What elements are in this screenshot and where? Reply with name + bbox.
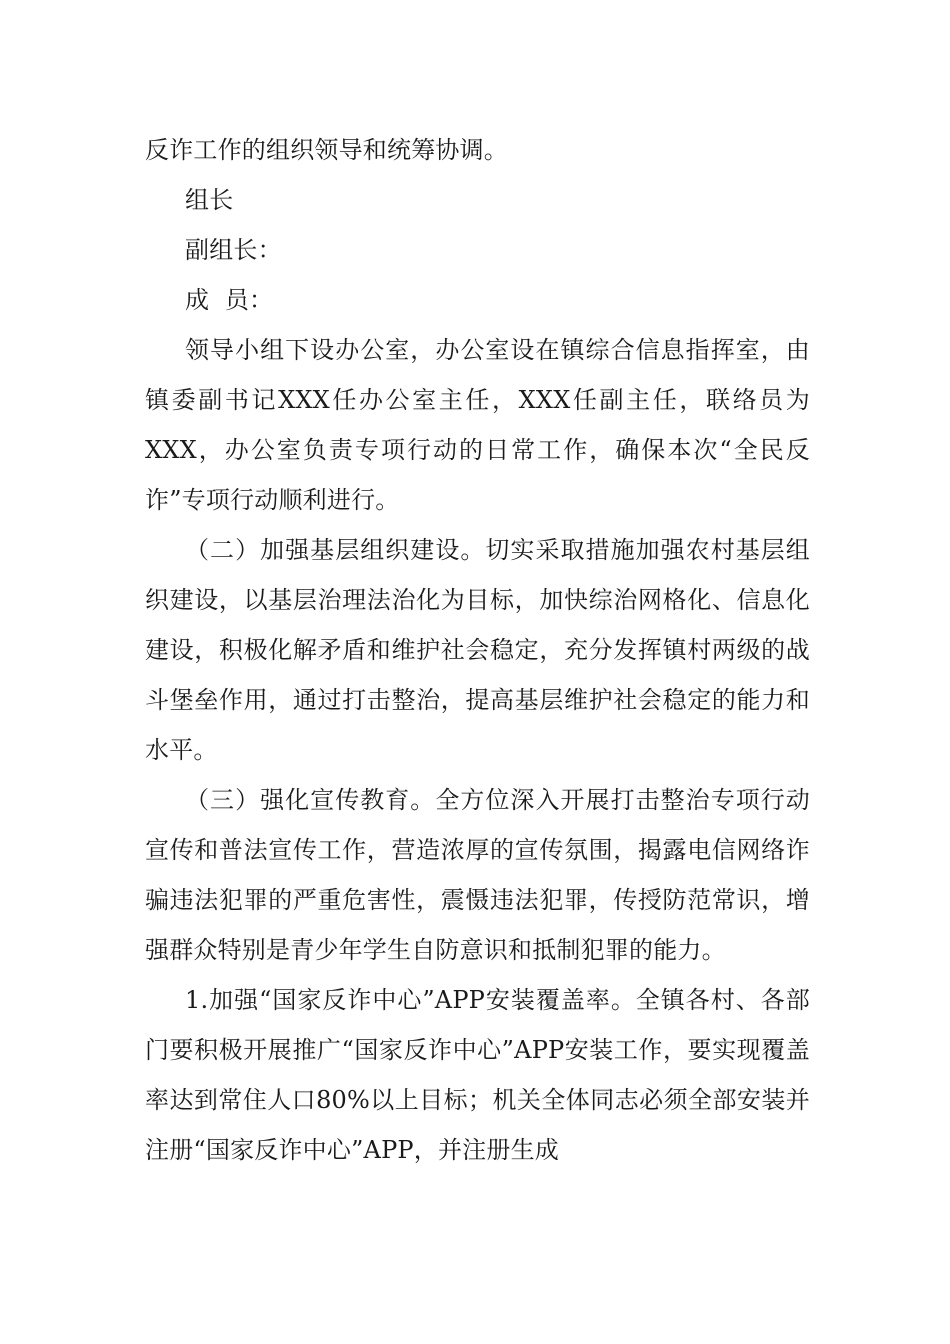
- leader-line: 组长: [185, 186, 234, 214]
- section-two-paragraph: （二）加强基层组织建设。切实采取措施加强农村基层组织建设，以基层治理法治化为目标，加快综治网格化、信息化建设，积极化解矛盾和维护社会稳定，充分发挥镇村两级的战斗堡垒作用，通过打击整治，提高基层维护社会稳定的能力和水平。: [145, 536, 810, 764]
- deputy-leader-line: 副组长：: [185, 236, 282, 264]
- section-three-paragraph: （三）强化宣传教育。全方位深入开展打击整治专项行动宣传和普法宣传工作，营造浓厚的宣传氛围，揭露电信网络诈骗违法犯罪的严重危害性，震慑违法犯罪，传授防范常识，增强群众特别是青少年学生自防意识和抵制犯罪的能力。: [145, 786, 810, 964]
- paragraph-continuation: 反诈工作的组织领导和统筹协调。: [145, 136, 508, 164]
- members-line: 成 员：: [185, 286, 274, 314]
- office-paragraph: 领导小组下设办公室，办公室设在镇综合信息指挥室，由镇委副书记XXX任办公室主任，XXX任副主任，联络员为XXX，办公室负责专项行动的日常工作，确保本次“全民反诈”专项行动顺利进行。: [145, 336, 810, 514]
- item-one-paragraph: 1.加强“国家反诈中心”APP安装覆盖率。全镇各村、各部门要积极开展推广“国家反诈中心”APP安装工作，要实现覆盖率达到常住人口80%以上目标；机关全体同志必须全部安装并注册“国家反诈中心”APP，并注册生成: [145, 986, 810, 1164]
- document-body: [145, 125, 810, 1175]
